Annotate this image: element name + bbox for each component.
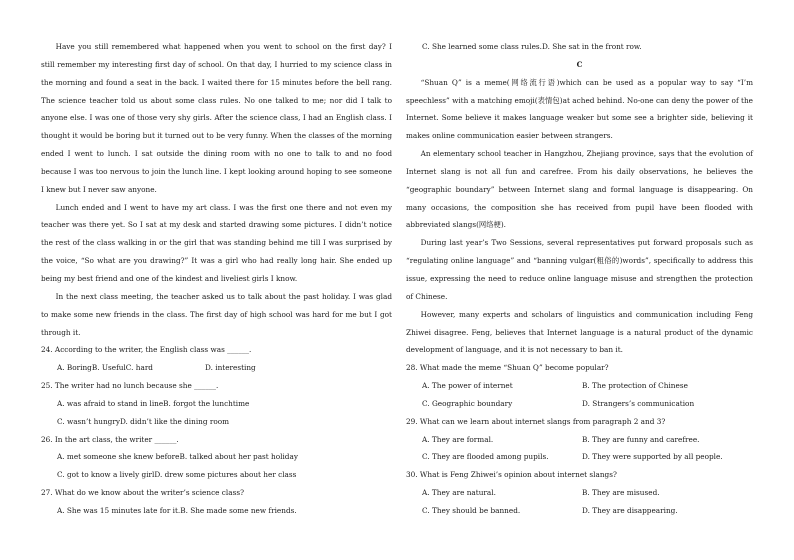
question-25-options-cd [41,413,392,431]
option-24-abc: A. BoringB. UsefulC. hard [57,363,153,373]
question-25-options-ab [41,395,392,413]
question-29-options-cd [406,448,753,466]
question-30-options-ab [406,484,753,502]
option-30-c: C. They should be banned. [422,505,521,515]
question-24: 24. According to the writer, the English class was ______. [41,345,252,355]
question-25: 25. The writer had no lunch because she ______. [41,381,219,391]
option-27-cd: C. She learned some class rules.D. She sat in the front row. [422,42,642,51]
option-28-c: C. Geographic boundary [422,398,513,408]
option-26-cd: C. got to know a lively girlD. drew some pictures about her class [57,470,297,480]
option-24-d: D. interesting [205,363,256,373]
option-25-ab: A. was afraid to stand in lineB. forgot the lunchtime [57,398,250,408]
option-25-cd: C. wasn’t hungryD. didn’t like the dining room [57,416,230,426]
option-28-b: B. The protection of Chinese [582,381,688,391]
passage-paragraph-3: In the next class meeting, the teacher asked us to talk about the past holiday. I was glad to make some new friends in the class. The first day of high school was hard for me but I got through it. [41,291,392,337]
question-27-options-ab [41,502,392,520]
option-30-a: A. They are natural. [422,488,496,498]
option-30-b: B. They are misused. [582,488,660,498]
question-26-options-ab [41,448,392,466]
passage-c-paragraph-1: “Shuan Q” is a meme(网络流行语)which can be used as a popular way to say “I’m speechless” with a matching emoji(表情包)at ached behind. No-one can deny the power of the Internet. Some believe it makes language weaker but some see a brighter side, believing it makes online communication easier between strangers. [406,77,753,141]
question-28-options-ab [406,377,753,395]
question-28: 28. What made the meme “Shuan Q” become popular? [406,363,609,373]
passage-paragraph-1: Have you still remembered what happened when you went to school on the first day? I still remember my interesting first day of school. On that day, I hurried to my science class in the morning and found a seat in the back. I waited there for 15 minutes before the bell rang. The science teacher told us about some class rules. No one talked to me; nor did I talk to anyone else. I was one of those very shy girls. After the science class, I had an English class. I thought it would be boring but it turned out to be very funny. When the classes of the morning ended I went to lunch. I sat outside the dining room with no one to talk to and no food because I was too nervous to join the lunch line. I kept looking around hoping to see someone I knew but I never saw anyone. [41,42,392,194]
option-29-b: B. They are funny and carefree. [582,434,700,444]
option-29-c: C. They are flooded among pupils. [422,452,549,462]
left-column [41,38,392,520]
passage-c-paragraph-2: An elementary school teacher in Hangzhou, Zhejiang province, says that the evolution of Internet slang is not all fun and carefree. From his daily observations, he believes the “geographic boundary” between Internet slang and formal language is disappearing. On many occasions, the composition she has received from pupil have been flooded with abbreviated slangs(网络梗). [406,149,753,230]
question-29: 29. What can we learn about internet slangs from paragraph 2 and 3? [406,416,666,426]
option-29-a: A. They are formal. [422,434,494,444]
right-column [406,38,753,520]
question-27-options-cd [406,38,753,56]
question-26-options-cd [41,466,392,484]
question-30: 30. What is Feng Zhiwei’s opinion about internet slangs? [406,470,617,480]
section-letter: C [576,59,583,69]
question-27: 27. What do we know about the writer’s science class? [41,488,244,498]
passage-c-paragraph-3: During last year’s Two Sessions, several representatives put forward proposals such as “regulating online language” and “banning vulgar(粗俗的)words”, specifically to address this issue, expressing the need to reduce online language misuse and strengthen the protection of Chinese. [406,238,753,301]
option-27-ab: A. She was 15 minutes late for it.B. She made some new friends. [57,505,297,515]
option-29-d: D. They were supported by all people. [582,452,723,462]
option-28-a: A. The power of internet [422,381,513,391]
option-30-d: D. They are disappearing. [582,505,678,515]
question-24-options [41,359,392,377]
passage-c-paragraph-4: However, many experts and scholars of linguistics and communication including Feng Zhiwei disagree. Feng, believes that Internet language is a natural product of the dynamic development of language, and it is not necessary to ban it. [406,309,753,355]
question-29-options-ab [406,431,753,449]
passage-paragraph-2: Lunch ended and I went to have my art class. I was the first one there and not even my teacher was there yet. So I sat at my desk and started drawing some pictures. I didn’t notice the rest of the class walking in or the girl that was standing behind me till I was surprised by the voice, “So what are you drawing?” It was a girl who had really long hair. She ended up being my best friend and one of the kindest and liveliest girls I know. [41,202,392,283]
question-26: 26. In the art class, the writer ______. [41,434,179,444]
question-30-options-cd [406,502,753,520]
option-28-d: D. Strangers’s communication [582,398,695,408]
option-26-ab: A. met someone she knew beforeB. talked about her past holiday [57,452,298,462]
question-28-options-cd [406,395,753,413]
